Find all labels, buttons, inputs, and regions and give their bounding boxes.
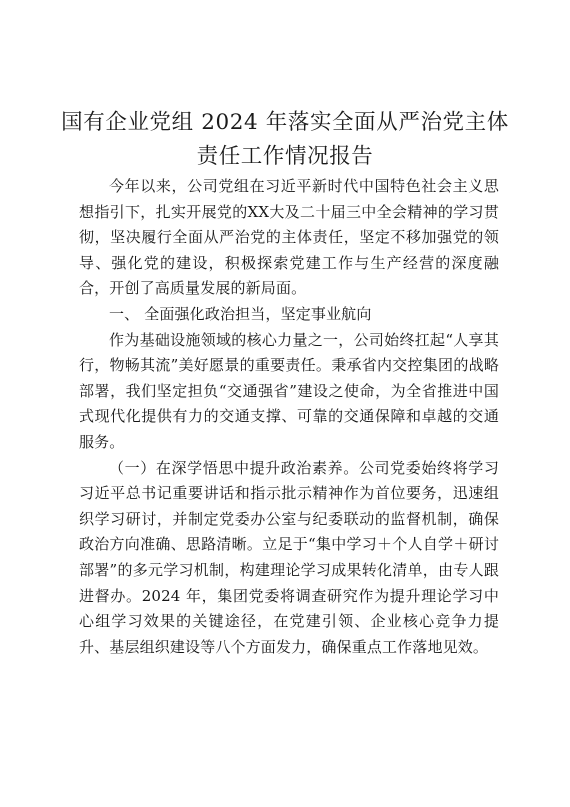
section-1-paragraph: 作为基础设施领域的核心力量之一，公司始终扛起“人享其行，物畅其流”美好愿景的重要责任。秉承省内交控集团的战略部署，我们坚定担负“交通强省”建设之使命，为全省推进中国式现代化提供有力的交通支撑、可靠的交通保障和卓越的交通服务。 xyxy=(79,330,499,451)
section-1-heading: 一、 全面强化政治担当，坚定事业航向 xyxy=(109,304,372,323)
document-title-line-1: 国有企业党组 2024 年落实全面从严治党主体 xyxy=(61,110,509,135)
document-body xyxy=(79,174,499,660)
intro-paragraph: 今年以来，公司党组在习近平新时代中国特色社会主义思想指引下，扎实开展党的XX大及二十届三中全会精神的学习贯彻，坚决履行全面从严治党的主体责任，坚定不移加强党的领导、强化党的建设，积极探索党建工作与生产经营的深度融合，开创了高质量发展的新局面。 xyxy=(79,177,499,298)
document-title-line-2: 责任工作情况报告 xyxy=(196,144,374,169)
subsection-1-paragraph: （一）在深学悟思中提升政治素养。公司党委始终将学习习近平总书记重要讲话和指示批示精神作为首位要务，迅速组织学习研讨，并制定党委办公室与纪委联动的监督机制，确保政治方向准确、思路清晰。立足于“集中学习＋个人自学＋研讨部署”的多元学习机制，构建理论学习成果转化清单，由专人跟进督办。2024 年，集团党委将调查研究作为提升理论学习中心组学习效果的关键途径，在党建引领、企业核心竞争力提升、基层组织建设等八个方面发力，确保重点工作落地见效。 xyxy=(79,458,499,656)
